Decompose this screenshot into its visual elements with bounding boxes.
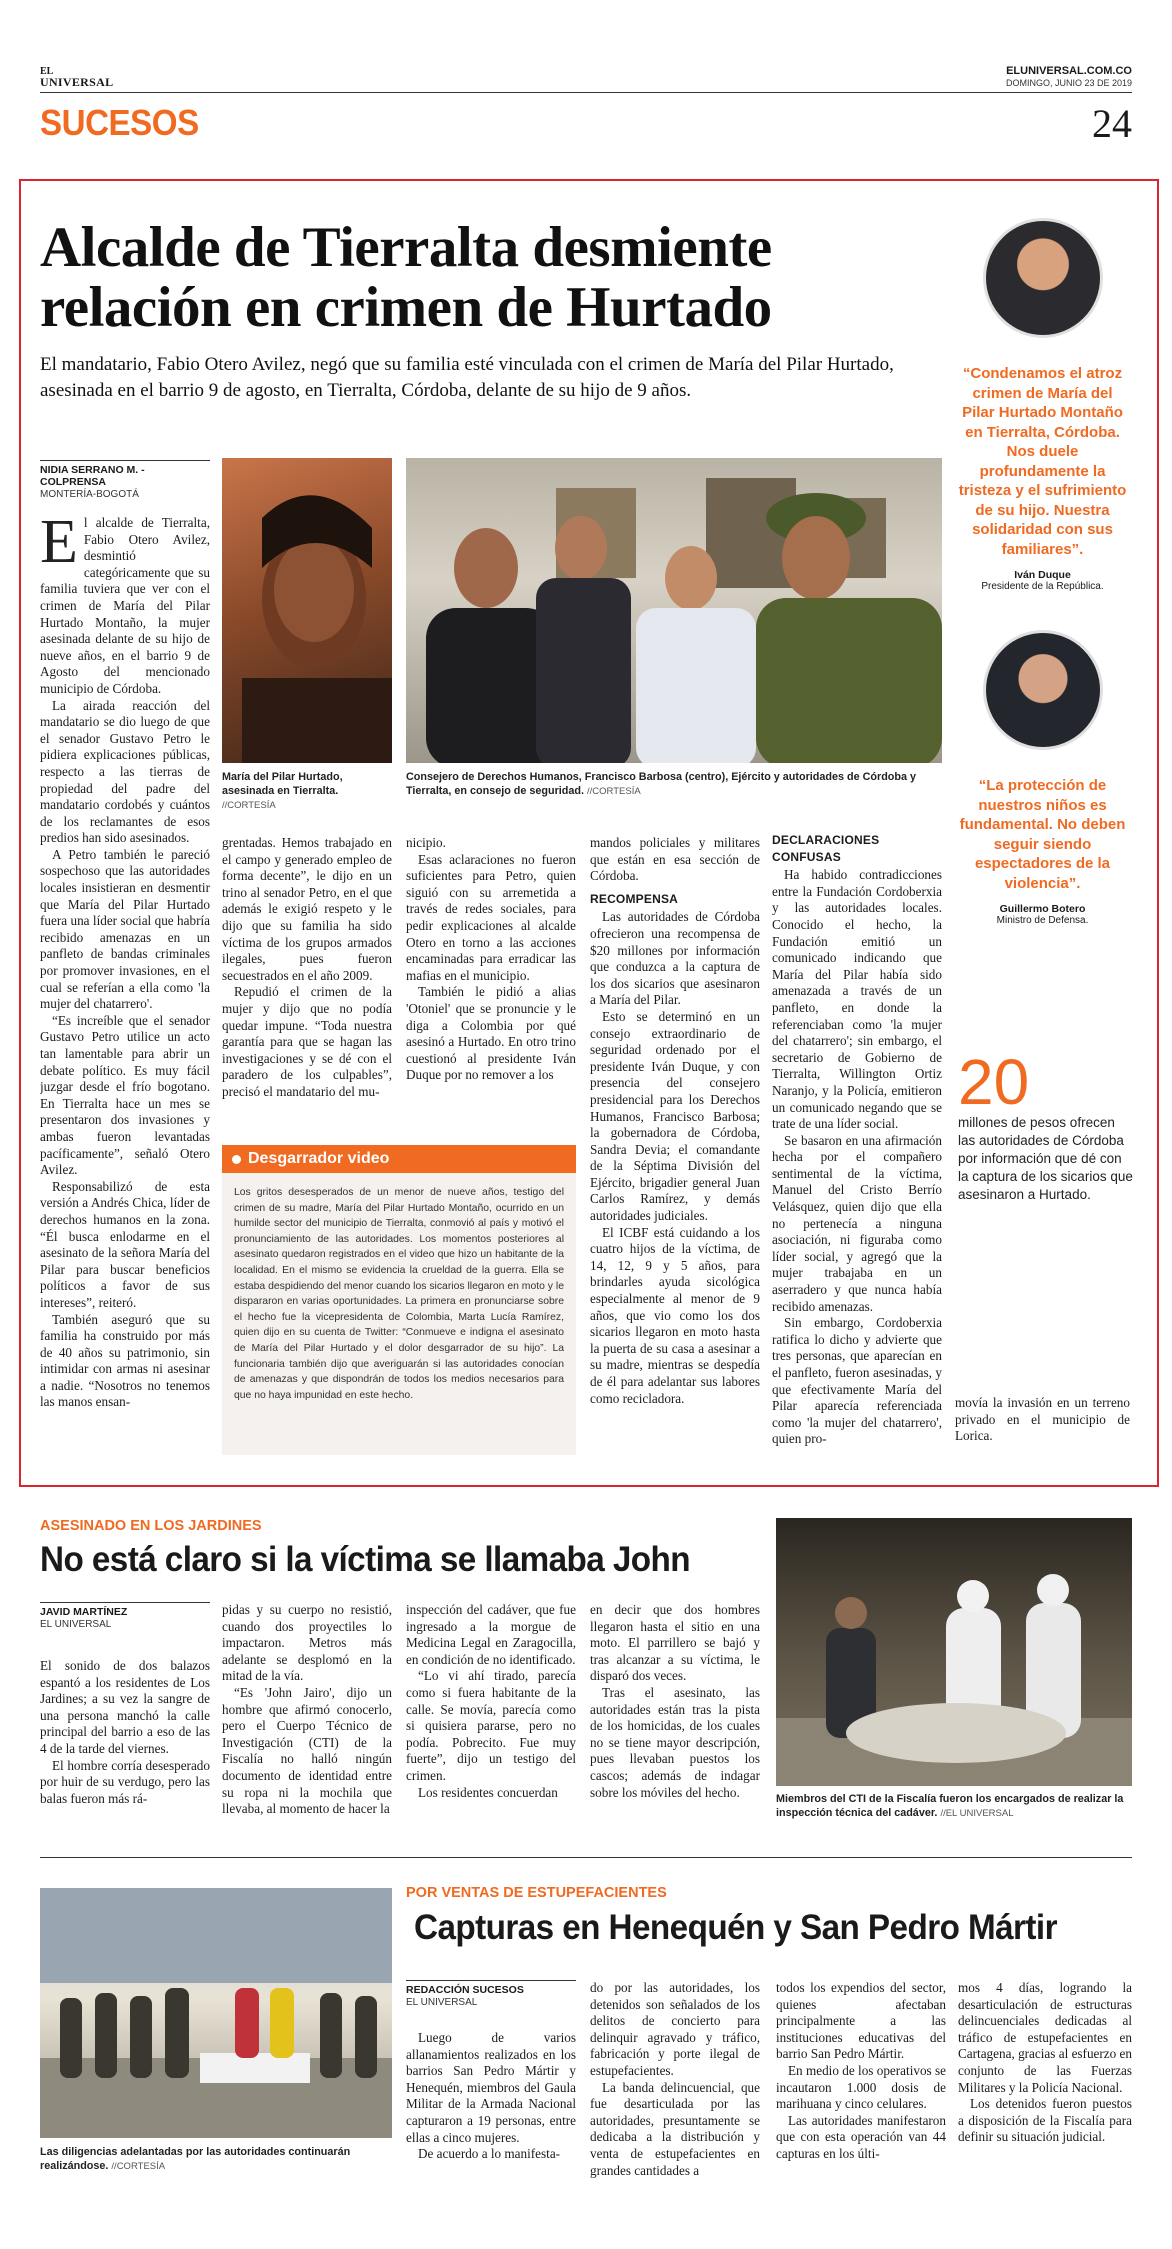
masthead — [40, 60, 1132, 160]
botero-avatar — [983, 630, 1103, 750]
cti-scene-illustration — [776, 1518, 1132, 1786]
subhead-declaraciones: DECLARACIONES CONFUSAS — [772, 833, 880, 864]
story2-byline-name: JAVID MARTÍNEZ — [40, 1602, 210, 1618]
byline-place: MONTERÍA-BOGOTÁ — [40, 489, 139, 500]
main-col4-p0: Las autoridades de Córdoba ofrecieron una recompensa de $20 millones por información que conduzca a la captura de los dos sicarios que asesinaron a María del Pilar. — [590, 909, 760, 1008]
story2-col4-p1: Tras el asesinato, las autoridades están tras la pista de los homicidas, de los cuales no se tiene mayor descripción, pues llevaban puestos los cascos; además de indagar sobre los móviles del hecho. — [590, 1684, 760, 1800]
quote2-name: Guillermo Botero — [999, 903, 1086, 915]
main-col2-p0: grentadas. Hemos trabajado en el campo y generado empleo de forma decente”, le dijo en un trino al senador Petro, en el que además le exigió respeto y le dijo que su familia ha sido víctima de los grupos armados ilegales, pues fueron secuestrados en el año 2009. — [222, 835, 392, 983]
bullet-dot-icon — [232, 1155, 241, 1164]
dropcap: E — [40, 515, 78, 576]
story2-byline — [40, 1602, 210, 1630]
duque-avatar — [983, 218, 1103, 338]
story2-col2-p1: “Es 'John Jairo', dijo un hombre que afirmó conocerlo, pero el Cuerpo Técnico de Investigación (CTI) de la Fiscalía no halló ningún documento de identidad entre su ropa ni la mochila que llevaba, al momento de hacer la — [222, 1684, 392, 1817]
story3-col3-p0: todos los expendios del sector, quienes afectaban principalmente a las instituciones educativas del barrio San Pedro Mártir. — [776, 1980, 946, 2062]
story2-col4-p0: en decir que dos hombres llegaron hasta el sitio en una moto. El parrillero se bajó y tras alcanzar a su víctima, le disparó dos veces. — [590, 1602, 760, 1684]
page-number: 24 — [1092, 101, 1132, 146]
victim-photo-caption: María del Pilar Hurtado, asesinada en Tierralta. //CORTESÍA — [222, 771, 343, 811]
video-box-text: Los gritos desesperados de un menor de nueve años, testigo del crimen de su madre, María del Pilar Hurtado Montaño, ocurrido en un humilde sector del municipio de Tierralta, conmovió al país y motivó el pronunciamiento de las autoridades. Los momentos posteriores al asesinato quedaron registrados en el video que hizo un habitante de la localidad. En el mismo se evidencia la crueldad de la guerra. Ella se estaba despidiendo del menor cuando los sicarios llegaron en moto y le dispararon en varias oportunidades. La primera en pronunciarse sobre el hecho fue la vicepresidenta de Colombia, Marta Lucía Ramírez, quien dijo en su cuenta de Twitter: “Conmueve e indigna el asesinato de María del Pilar Hurtado y el dolor desgarrador de su hijo”. La funcionaria también dijo que averiguarán si las autoridades conocían de amenazas y que dispondrán de todos los medios necesarios para que no haya impunidad en este hecho. — [234, 1187, 564, 1401]
story2-col3-p1: “Lo vi ahí tirado, parecía como si fuera habitante de la calle. Se movía, parecía como si quisiera pararse, pero no podía. Pobrecito. Fue muy fuerte”, dijo un testigo del crimen. — [406, 1668, 576, 1783]
council-scene-illustration — [406, 458, 942, 763]
quote-duque — [955, 218, 1130, 592]
subhead-recompensa: RECOMPENSA — [590, 891, 679, 906]
main-col1-p1: La airada reacción del mandatario se dio luego de que el senador Gustavo Petro le pidiera explicaciones públicas, respecto a las tierras de propiedad del padre del mandatario cordobés y cuántos de los reclamantes de esos predios han sido asesinados. — [40, 697, 210, 846]
story3-headline: Capturas en Henequén y San Pedro Mártir — [414, 1908, 1057, 1947]
stat-box — [958, 1046, 1133, 1204]
story3-col2-p1: La banda delincuencial, que fue desarticulada por las autoridades, presuntamente se dedicaba a la distribución y venta de estupefacientes en grandes cantidades a — [590, 2079, 760, 2178]
story2-col3-p2: Los residentes concuerdan — [418, 1784, 558, 1800]
main-col5-p0: Ha habido contradicciones entre la Fundación Cordoberxia y las autoridades locales. Conocido el hecho, la Fundación emitió un comunicado indicando que María del Pilar había sido amenazada a través de un panfleto, en donde la referenciaban como 'la mujer del chatarrero'; sin embargo, el secretario de Gobierno de Tierralta, Willington Ortiz Naranjo, y la Policía, emitieron un comunicado negando que se trate de una líder social. — [772, 867, 942, 1132]
story2-photo-caption: Miembros del CTI de la Fiscalía fueron los encargados de realizar la inspección técnica del cadáver. //EL UNIVERSAL — [776, 1793, 1124, 1819]
story3-col-1 — [406, 2030, 576, 2163]
main-col-2 — [222, 835, 392, 1101]
story2-col3-p0: inspección del cadáver, que fue ingresado a la morgue de Medicina Legal en Zaragocilla, en condición de no identificado. — [406, 1602, 576, 1667]
main-headline — [40, 218, 940, 338]
quote2-role: Ministro de Defensa. — [996, 915, 1089, 926]
story2-col2-p0: pidas y su cuerpo no resistió, cuando dos proyectiles lo impactaron. Metros más adelante se desplomó en la mitad de la vía. — [222, 1602, 392, 1684]
victim-photo — [222, 458, 392, 763]
section-title: SUCESOS — [40, 102, 199, 143]
quote-botero — [955, 630, 1130, 926]
story2-col1-p0: El sonido de dos balazos espantó a los residentes de Los Jardines; a su vez la sangre de una persona manchó la calle principal del barrio a eso de las 4 de la tarde del viernes. — [40, 1658, 210, 1756]
story2-photo-credit: //EL UNIVERSAL — [940, 1808, 1014, 1819]
story3-col4-p0: mos 4 días, logrando la desarticulación de estructuras delincuenciales dedicadas al tráfico de estupefacientes en Cartagena, gracias al esfuerzo en conjunto de las Fuerzas Militares y la Policía Nacional. — [958, 1980, 1132, 2095]
byline-name: NIDIA SERRANO M. - COLPRENSA — [40, 460, 210, 488]
victim-photo-credit: //CORTESÍA — [222, 800, 276, 811]
main-col1-p0: El alcalde de Tierralta, Fabio Otero Avilez, desmintió categóricamente que su familia tuviera que ver con el crimen de María del Pilar Hurtado Montaño, la mujer asesinada delante de su hijo de nueve años, en el barrio 9 de Agosto del mencionado municipio de Córdoba. — [40, 515, 210, 696]
detainees-scene-illustration — [40, 1888, 392, 2138]
council-photo-caption: Consejero de Derechos Humanos, Francisco Barbosa (centro), Ejército y autoridades de Córdoba y Tierralta, en consejo de seguridad. //CORTESÍA — [406, 771, 916, 797]
main-col-4 — [590, 835, 760, 1407]
video-box-title: Desgarrador video — [248, 1150, 390, 1167]
council-photo-credit: //CORTESÍA — [587, 786, 641, 797]
story2-kicker: ASESINADO EN LOS JARDINES — [40, 1518, 262, 1534]
newspaper-logo — [40, 66, 113, 88]
main-headline-line1: Alcalde de Tierralta desmiente — [40, 216, 772, 279]
story3-col1-p0: Luego de varios allanamientos realizados en los barrios San Pedro Mártir y Henequén, miembros del Gaula Militar de la Armada Nacional capturaron a 19 personas, entre ellas a cinco mujeres. — [406, 2030, 576, 2145]
story3-photo — [40, 1888, 392, 2138]
council-photo — [406, 458, 942, 763]
video-box — [222, 1145, 576, 1455]
stat-number: 20 — [958, 1046, 1030, 1118]
story3-kicker: POR VENTAS DE ESTUPEFACIENTES — [406, 1885, 667, 1901]
main-headline-line2: relación en crimen de Hurtado — [40, 276, 772, 339]
story3-photo-credit: //CORTESÍA — [111, 2161, 166, 2172]
story2-photo — [776, 1518, 1132, 1786]
story2-col1-p1: El hombre corría desesperado por huir de su verdugo, pero las balas fueron más rá- — [40, 1757, 210, 1806]
main-col-5 — [772, 832, 942, 1448]
story2-col-1 — [40, 1658, 210, 1807]
story2-col-2 — [222, 1602, 392, 1818]
main-col4-p2: El ICBF está cuidando a los cuatro hijos de la víctima, de 14, 12, 9 y 5 años, para brindarles ayuda sicológica especialmente al menor de 9 años, que vio como los dos sicarios llegaron en moto hasta la puerta de su casa a asesinar a su madre, mientras se despedía de él para adelantar sus labores como recicladora. — [590, 1224, 760, 1406]
story3-col-3 — [776, 1980, 946, 2163]
story2-col-4 — [590, 1602, 760, 1801]
site-url[interactable]: ELUNIVERSAL.COM.CO — [1006, 65, 1132, 77]
main-col1-p3: “Es increíble que el senador Gustavo Petro utilice un acto tan lamentable para abrir un debate político. Es muy fácil juzgar desde el frío bogotano. En Tierralta hace un mes se presentaron dos invasiones y ambas fueron levantadas pacíficamente”, señaló Otero Avilez. — [40, 1012, 210, 1178]
story3-photo-caption: Las diligencias adelantadas por las autoridades continuarán realizándose. //CORTESÍA — [40, 2146, 351, 2172]
quote1-text: “Condenamos el atroz crimen de María del Pilar Hurtado Montaño en Tierralta, Córdoba. Nos duele profundamente la tristeza y el sufrimiento de su hijo. Nuestra solidaridad con sus familiares”. — [958, 365, 1127, 558]
story3-col2-p0: do por las autoridades, los detenidos son señalados de los delitos de concierto para delinquir agravado y tráfico, fabricación y porte ilegal de estupefacientes. — [590, 1980, 760, 2078]
main-col6-p0: movía la invasión en un terreno privado en el municipio de Lorica. — [955, 1395, 1130, 1444]
main-col4-intro: mandos policiales y militares que están en esa sección de Córdoba. — [590, 835, 760, 884]
main-col-1 — [40, 515, 210, 1455]
main-col-3 — [406, 835, 576, 1084]
main-col1-p4: Responsabilizó de esta versión a Andrés Chica, líder de derechos humanos en la zona. “Él busca enlodarme en el asesinato de la señora María del Pilar para buscar beneficios políticos a favor de sus intereses”, reiteró. — [40, 1178, 210, 1310]
main-lede: El mandatario, Fabio Otero Avilez, negó que su familia esté vinculada con el crimen de María del Pilar Hurtado, asesinada en el barrio 9 de agosto, en Tierralta, Córdoba, delante de su hijo de 9 años. — [40, 354, 894, 401]
stat-text: millones de pesos ofrecen las autoridades de Córdoba por información que dé con la captura de los sicarios que asesinaron a Hurtado. — [958, 1115, 1133, 1202]
story3-byline-name: REDACCIÓN SUCESOS — [406, 1980, 576, 1996]
logo-top: EL — [40, 66, 54, 77]
story3-byline — [406, 1980, 576, 2008]
story2-byline-place: EL UNIVERSAL — [40, 1619, 112, 1630]
story3-col4-p1: Los detenidos fueron puestos a disposición de la Fiscalía para definir su situación judicial. — [958, 2096, 1132, 2145]
logo-bottom: UNIVERSAL — [40, 75, 114, 89]
main-col2-p1: Repudió el crimen de la mujer y dijo que no podía quedar impune. “Toda nuestra garantía para que se hagan las investigaciones y se dé con el paradero de los culpables”, precisó el mandatario del mu- — [222, 984, 392, 1099]
masthead-rule — [40, 92, 1132, 93]
main-col1-p5: También aseguró que su familia ha construido por más de 40 años su patrimonio, sin intimidar con armas ni asesinar a nadie. “Nosotros no tenemos las manos ensan- — [40, 1311, 210, 1410]
story3-col-4 — [958, 1980, 1132, 2146]
main-col5-p1: Se basaron en una afirmación hecha por el compañero sentimental de la víctima, Manuel del Cristo Berrío Velásquez, quien dijo que ella no pertenecía a ninguna asociación, ni figuraba como líder social, y agregó que la mujer trabajaba en un aserradero y que nunca había recibido amenazas. — [772, 1132, 942, 1314]
main-col5-p2: Sin embargo, Cordoberxia ratifica lo dicho y advierte que tres personas, que aparecían en el panfleto, fueron asesinadas, y que efectivamente María del Pilar aparecía referenciada como 'la mujer del chatarrero', quien pro- — [772, 1315, 942, 1447]
edition-date: DOMINGO, JUNIO 23 DE 2019 — [1005, 78, 1132, 88]
main-byline — [40, 460, 210, 500]
quote2-text: “La protección de nuestros niños es fundamental. No deben seguir siendo espectadores de la violencia”. — [959, 777, 1126, 892]
victim-portrait-illustration — [222, 458, 392, 763]
main-col3-p1: Esas aclaraciones no fueron suficientes para Petro, quien siguió con su arremetida a través de redes sociales, para pedir explicaciones al alcalde Otero en torno a las acciones encaminadas para erradicar las mafias en el municipio. — [406, 851, 576, 983]
quote1-name: Iván Duque — [1014, 569, 1071, 581]
video-box-title-bar — [222, 1145, 576, 1173]
main-col4-p1: Esto se determinó en un consejo extraordinario de seguridad ordenado por el presidente Iván Duque, y con presencia del consejero presidencial para los Derechos Humanos, Francisco Barbosa; la gobernadora de Córdoba, Sandra Devia; el comandante de la Séptima División del Ejército, brigadier general Juan Carlos Ramírez, y demás autoridades judiciales. — [590, 1008, 760, 1224]
main-col1-p2: A Petro también le pareció sospechoso que las autoridades locales insistieran en desmentir que María del Pilar Hurtado fuera una líder social que habría recibido amenazas en un panfleto de bandas criminales por promover invasiones, en el cual se referían a ella como 'la mujer del chatarrero'. — [40, 846, 210, 1012]
main-col-6 — [955, 1395, 1130, 1445]
story3-byline-place: EL UNIVERSAL — [406, 1997, 478, 2008]
story3-col1-p1: De acuerdo a lo manifesta- — [418, 2146, 561, 2162]
story2-headline: No está claro si la víctima se llamaba John — [40, 1540, 691, 1579]
section-divider — [40, 1857, 1132, 1858]
story3-col-2 — [590, 1980, 760, 2179]
story3-col3-p2: Las autoridades manifestaron que con esta operación van 44 capturas en los últi- — [776, 2112, 946, 2161]
main-col3-p0: nicipio. — [406, 835, 446, 850]
main-col3-p2: También le pidió a alias 'Otoniel' que se pronuncie y le diga a Colombia por qué asesinó a Hurtado. En otro trino cuestionó al presidente Iván Duque por no remover a los — [406, 984, 576, 1083]
story2-col-3 — [406, 1602, 576, 1801]
quote1-role: Presidente de la República. — [981, 581, 1104, 592]
story3-col3-p1: En medio de los operativos se incautaron 1.000 dosis de marihuana y cinco celulares. — [776, 2062, 946, 2112]
